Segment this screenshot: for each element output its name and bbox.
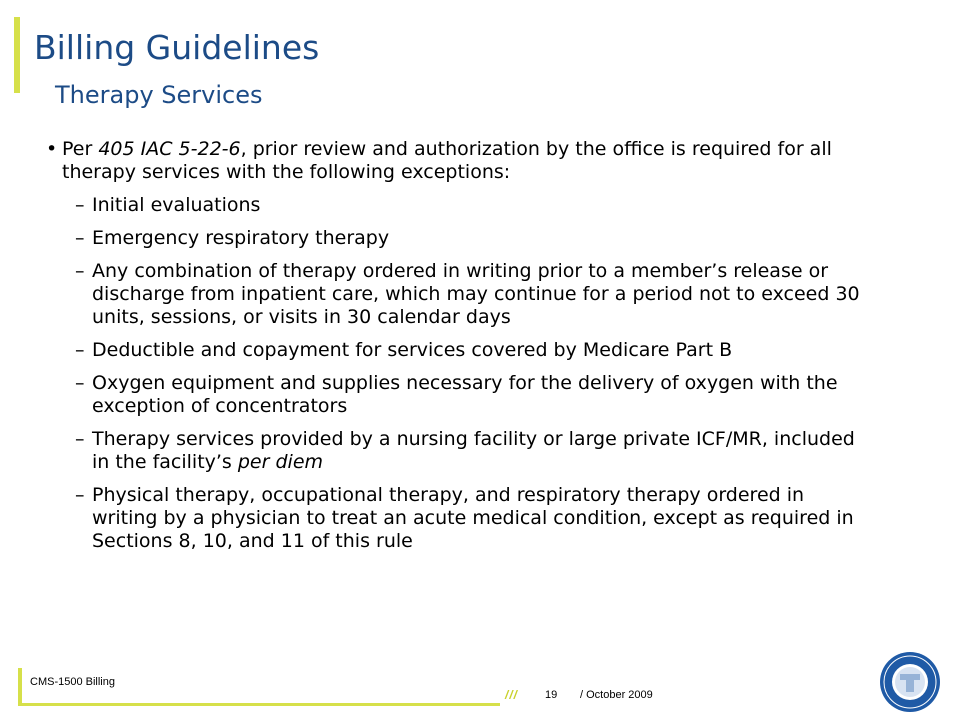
footer-label: CMS-1500 Billing — [30, 676, 115, 688]
exception-text: Oxygen equipment and supplies necessary for the delivery of oxygen with the exception of concentrators — [92, 372, 838, 417]
bullet-dot-icon: • — [46, 138, 58, 160]
exception-text: Emergency respiratory therapy — [92, 227, 390, 249]
slide-subtitle: Therapy Services — [55, 81, 263, 109]
slide-title: Billing Guidelines — [34, 28, 320, 67]
dash-icon: – — [75, 260, 85, 282]
exception-item — [40, 227, 870, 250]
dash-icon: – — [75, 484, 85, 506]
exception-text: Therapy services provided by a nursing facility or large private ICF/MR, included in the facility’s — [92, 428, 855, 473]
exception-item — [40, 194, 870, 217]
exception-text: Initial evaluations — [92, 194, 261, 216]
dash-icon: – — [75, 227, 85, 249]
per-diem-term: per diem — [237, 451, 324, 473]
exception-item — [40, 339, 870, 362]
bullet-text: , prior review and authorization by the office is required for all therapy services with the following exceptions: — [62, 138, 832, 183]
title-accent-bar — [14, 17, 20, 93]
exception-item — [40, 428, 870, 474]
exception-text: Deductible and copayment for services covered by Medicare Part B — [92, 339, 733, 361]
bullet-prefix: Per — [62, 138, 99, 160]
dash-icon: – — [75, 372, 85, 394]
dash-icon: – — [75, 428, 85, 450]
page-number: 19 — [545, 689, 558, 701]
dash-icon: – — [75, 194, 85, 216]
exception-text: Physical therapy, occupational therapy, and respiratory therapy ordered in writing by a physician to treat an acute medical condition, except as required in Sections 8, 10, and 11 of this rule — [92, 484, 854, 552]
exception-text: Any combination of therapy ordered in writing prior to a member’s release or discharge from inpatient care, which may continue for a period not to exceed 30 units, sessions, or visits in 30 calendar days — [92, 260, 860, 328]
exception-item — [40, 372, 870, 418]
footer-date: / October 2009 — [580, 689, 653, 701]
exception-item — [40, 484, 870, 553]
fssa-seal-logo — [878, 650, 942, 714]
regulation-citation: 405 IAC 5-22-6 — [98, 138, 241, 160]
footer-accent-bar — [18, 668, 22, 704]
footer-rule — [18, 703, 500, 706]
footer-slashes: /// — [505, 688, 519, 702]
main-bullet — [40, 138, 870, 184]
dash-icon: – — [75, 339, 85, 361]
slide-body — [40, 138, 870, 553]
exception-item — [40, 260, 870, 329]
